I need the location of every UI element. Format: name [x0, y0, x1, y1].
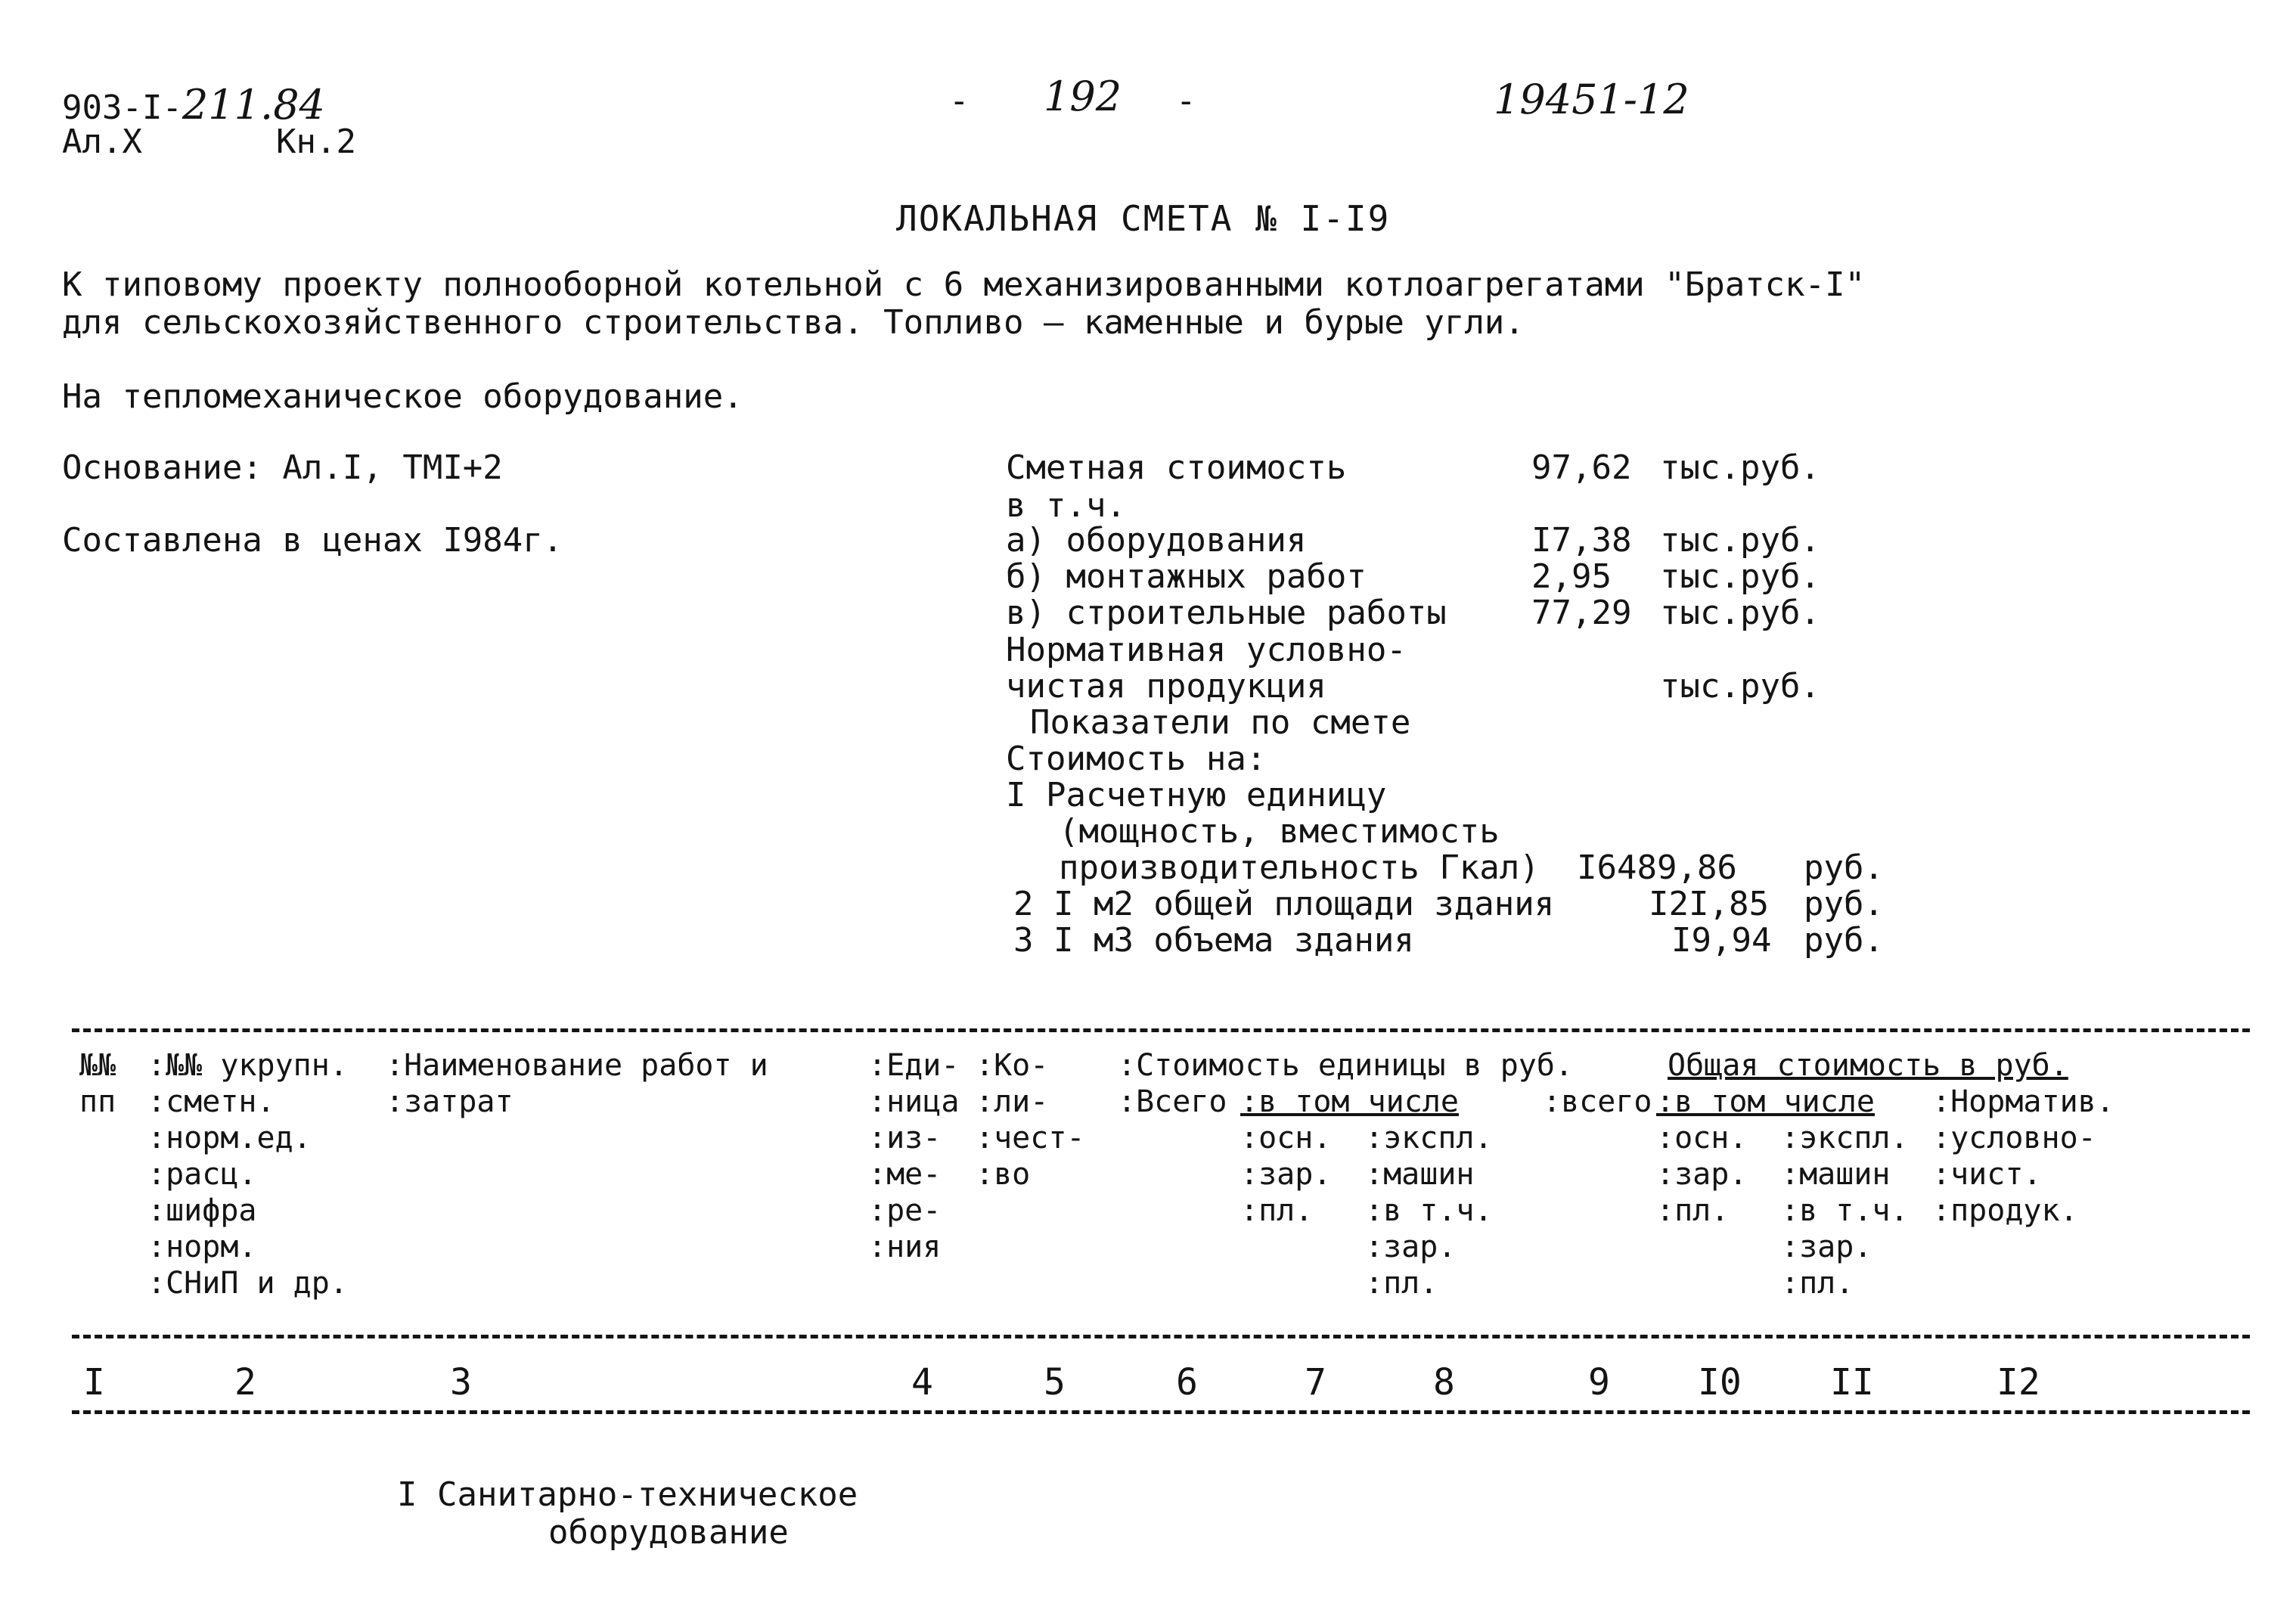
- table-top-rule: [72, 1028, 2250, 1032]
- page-dash-right: -: [1176, 82, 1196, 120]
- installation-cost-unit: тыс.руб.: [1660, 557, 1820, 596]
- book-label: Кн.2: [276, 123, 356, 161]
- construction-cost-label: в) строительные работы: [1006, 594, 1447, 632]
- header-bottom-rule: [72, 1335, 2250, 1338]
- col-header-total-cost-group: Общая стоимость в руб.: [1668, 1048, 2068, 1083]
- cost-for-label: Стоимость на:: [1006, 740, 1267, 778]
- column-number: 3: [450, 1361, 472, 1404]
- indicator-1-unit: руб.: [1804, 848, 1884, 887]
- indicator-1-line-1: I Расчетную единицу: [1006, 776, 1387, 814]
- col-header-quantity: :Ко- :ли- :чест- :во: [976, 1048, 1085, 1192]
- column-number: 9: [1588, 1361, 1610, 1404]
- indicator-1-line-3: производительность Гкал): [1059, 848, 1540, 887]
- construction-cost-value: 77,29: [1531, 594, 1632, 632]
- indicator-1-line-2: (мощность, вместимость: [1059, 812, 1500, 851]
- installation-cost-value: 2,95: [1531, 557, 1612, 596]
- equipment-cost-label: а) оборудования: [1006, 521, 1307, 560]
- column-number: I0: [1698, 1361, 1742, 1404]
- description-line-2: для сельскохозяйственного строительства. Топливо – каменные и бурые угли.: [62, 303, 1525, 342]
- col-header-code: :№№ укрупн. :сметн. :норм.ед. :расц. :шифра :норм. :СНиП и др.: [147, 1048, 348, 1301]
- col-header-unit-cost-group: :Стоимость единицы в руб.: [1118, 1048, 1574, 1083]
- equipment-cost-unit: тыс.руб.: [1660, 521, 1820, 560]
- column-number: I2: [1997, 1361, 2040, 1404]
- indicator-3-label: 3 I м3 объема здания: [1013, 921, 1414, 960]
- page-number: 192: [1044, 73, 1122, 120]
- col-header-unit: :Еди- :ница :из- :ме- :ре- :ния: [868, 1048, 960, 1264]
- section-heading-line-2: оборудование: [548, 1513, 789, 1552]
- normative-label-line-2: чистая продукция: [1006, 667, 1326, 706]
- description-line-1: К типовому проекту полнооборной котельной с 6 механизированными котлоагрегатами "Братск-I": [62, 265, 1866, 304]
- estimated-cost-unit: тыс.руб.: [1660, 448, 1820, 487]
- column-number: 5: [1044, 1361, 1066, 1404]
- column-number: 4: [911, 1361, 933, 1404]
- indicator-2-label: 2 I м2 общей площади здания: [1013, 885, 1555, 923]
- prices-line: Составлена в ценах I984г.: [62, 521, 563, 560]
- page-dash-left: -: [949, 82, 970, 120]
- column-number: II: [1830, 1361, 1874, 1404]
- indicator-1-value: I6489,86: [1577, 848, 1737, 887]
- col-header-total-machines: :экспл. :машин :в т.ч. :зар. :пл.: [1781, 1121, 1909, 1301]
- estimated-cost-value: 97,62: [1531, 448, 1632, 487]
- col-header-total-incl: :в том числе: [1656, 1084, 1875, 1119]
- col-header-unit-machines: :экспл. :машин :в т.ч. :зар. :пл.: [1365, 1121, 1493, 1301]
- column-number: 7: [1305, 1361, 1326, 1404]
- column-number: 2: [234, 1361, 256, 1404]
- col-header-total-base-wage: :осн. :зар. :пл.: [1656, 1121, 1748, 1228]
- indicator-2-unit: руб.: [1804, 885, 1884, 923]
- col-header-name: :Наименование работ и :затрат: [386, 1048, 768, 1119]
- project-code-printed: 903-I-: [62, 88, 182, 127]
- col-header-unit-total: :Всего: [1118, 1084, 1227, 1119]
- col-header-unit-incl: :в том числе: [1240, 1084, 1459, 1119]
- equipment-cost-value: I7,38: [1531, 521, 1632, 560]
- document-number: 19451-12: [1494, 76, 1689, 123]
- indicator-3-value: I9,94: [1671, 921, 1772, 960]
- indicator-2-value: I2I,85: [1649, 885, 1769, 923]
- column-number: 6: [1176, 1361, 1198, 1404]
- indicator-3-unit: руб.: [1804, 921, 1884, 960]
- estimated-cost-label: Сметная стоимость: [1006, 448, 1347, 487]
- indicators-heading: Показатели по смете: [1030, 703, 1411, 742]
- installation-cost-label: б) монтажных работ: [1006, 557, 1367, 596]
- col-header-unit-base-wage: :осн. :зар. :пл.: [1240, 1121, 1332, 1228]
- basis-line: Основание: Ал.I, ТМI+2: [62, 448, 503, 487]
- column-number-underline: [72, 1410, 2250, 1414]
- col-header-total: :всего: [1543, 1084, 1652, 1119]
- subject-line: На тепломеханическое оборудование.: [62, 377, 743, 416]
- project-code: [62, 81, 325, 129]
- section-heading-line-1: I Санитарно-техническое: [397, 1475, 858, 1514]
- construction-cost-unit: тыс.руб.: [1660, 594, 1820, 632]
- col-header-row-number: №№ пп: [79, 1048, 116, 1119]
- normative-label-line-1: Нормативная условно-: [1006, 631, 1407, 669]
- col-header-normative: :Норматив. :условно- :чист. :продук.: [1932, 1084, 2114, 1228]
- normative-unit: тыс.руб.: [1660, 667, 1820, 706]
- column-number: I: [83, 1361, 105, 1404]
- page-title: ЛОКАЛЬНАЯ СМЕТА № I-I9: [896, 198, 1391, 239]
- project-code-handwritten: 211.84: [182, 81, 325, 129]
- column-number: 8: [1433, 1361, 1455, 1404]
- including-label: в т.ч.: [1006, 486, 1126, 525]
- album-label: Ал.X: [62, 123, 142, 161]
